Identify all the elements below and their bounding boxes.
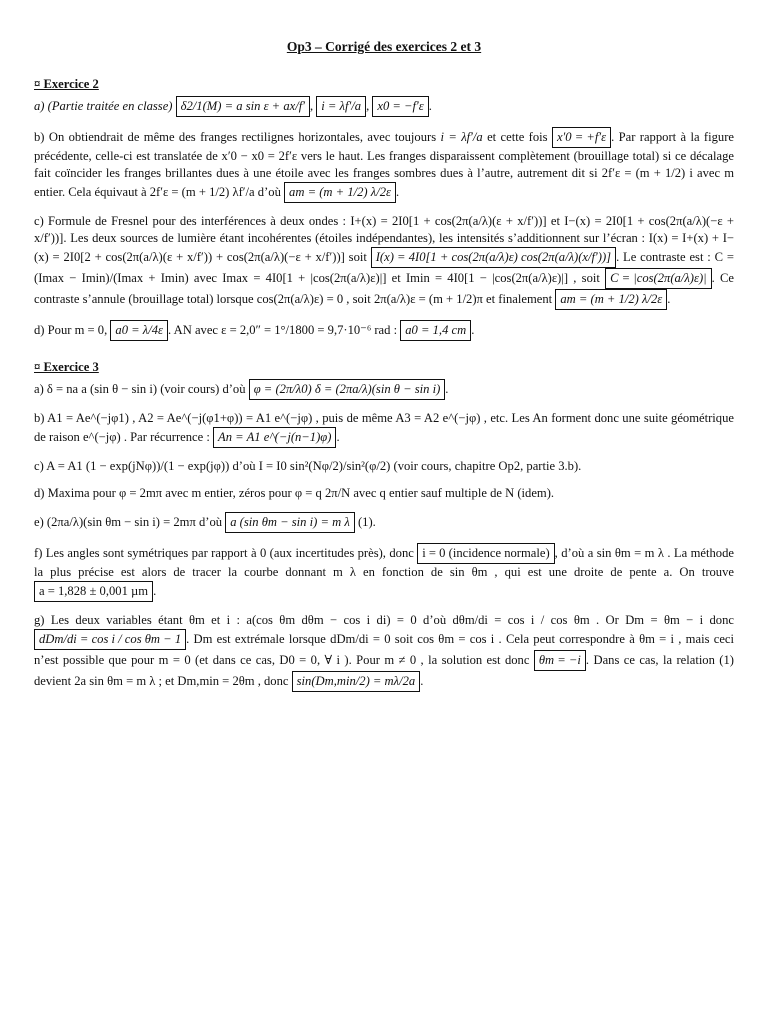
ex3-g-text-1: g) Les deux variables étant θm et i : a(cos θm dθm − cos i di) = 0 d’où dθm/di = cos i / cos θm . Or Dm = θm − i donc [34, 613, 734, 628]
ex3-e-boxed-equation-grating: a (sin θm − sin i) = m λ [225, 512, 355, 533]
ex3-a-boxed-equation-phi: φ = (2π/λ0) δ = (2πa/λ)(sin θ − sin i) [249, 379, 446, 400]
ex2-d-boxed-equation-a0: a0 = λ/4ε [110, 320, 168, 341]
exercise-3-heading: ¤ Exercice 3 [34, 360, 99, 375]
ex2-b-text-2: et cette fois [487, 130, 548, 145]
ex2-part-b: b) On obtiendrait de même des franges rectilignes horizontales, avec toujours i = λf′/a et cette fois x′0 = +f′ε . Par rapport à la figure précédente, celle-ci est translatée de x′0 − x0 = 2f′ε vers le haut. Les franges disparaissent complètement (brouillage total) si ce décalage fait coïncider les franges brillantes dues à une étoile avec les franges sombres dues à l’autre, autrement dit si 2f′ε = (m + 1/2) i avec m entier. Cela équivaut à 2f′ε = (m + 1/2) λf′/a d’où am = (m + 1/2) λ/2ε . [34, 127, 734, 203]
ex3-part-f: f) Les angles sont symétriques par rapport à 0 (aux incertitudes près), donc i = 0 (incidence normale) , d’où a sin θm = m λ . La méthode la plus précise est alors de tracer la courbe donnant m λ en fonction de sin θm , qui est une droite de pente a. On trouve a = 1,828 ± 0,001 µm . [34, 543, 734, 602]
ex3-g-boxed-equation-final: sin(Dm,min/2) = mλ/2a [292, 671, 421, 692]
exercise-3-section [34, 359, 734, 692]
ex3-e-text-2: (1). [357, 515, 376, 530]
ex2-a-boxed-equation-interfringe: i = λf′/a [316, 96, 366, 117]
ex3-f-text-1: f) Les angles sont symétriques par rapport à 0 (aux incertitudes près), donc [34, 546, 414, 561]
ex2-d-text-2: . AN avec ε = 2,0″ = 1°/1800 = 9,7·10⁻⁶ rad : [168, 323, 398, 338]
ex2-c-boxed-equation-intensity: I(x) = 4I0[1 + cos(2π(a/λ)ε) cos(2π(a/λ)(x/f′))] [371, 247, 616, 268]
ex2-part-c: c) Formule de Fresnel pour des interférences à deux ondes : I+(x) = 2I0[1 + cos(2π(a/λ)(ε + x/f′))] et I−(x) = 2I0[1 + cos(2π(a/λ)(−ε + x/f′))]. Les deux sources de lumière étant incohérentes (étoiles indépendantes), les intensités s’additionnent sur l’écran : I(x) = I+(x) + I−(x) = 2I0[2 + cos(2π(a/λ)(ε + x/f′)) + cos(2π(a/λ)(−ε + x/f′))] soit I(x) = 4I0[1 + cos(2π(a/λ)ε) cos(2π(a/λ)(x/f′))] . Le contraste est : C = (Imax − Imin)/(Imax + Imin) avec Imax = 4I0[1 + |cos(2π(a/λ)ε)|] et Imin = 4I0[1 − |cos(2π(a/λ)ε)|] , soit C = |cos(2π(a/λ)ε)| . Ce contraste s’annule (brouillage total) lorsque cos(2π(a/λ)ε) = 0 , soit 2π(a/λ)ε = (m + 1/2)π et finalement am = (m + 1/2) λ/2ε . [34, 213, 734, 310]
ex2-d-text-1: d) Pour m = 0, [34, 323, 108, 338]
ex2-c-text-2: . Le contraste est : C = (Imax − Imin)/(Imax + Imin) avec Imax = 4I0[1 + |cos(2π(a/λ)ε)|] et Imin = 4I0[1 − |cos(2π(a/λ)ε)|] , soit [34, 250, 734, 286]
document-title: Op3 – Corrigé des exercices 2 et 3 [286, 39, 482, 54]
ex2-a-boxed-equation-x0: x0 = −f′ε [372, 96, 428, 117]
exercise-2-heading: ¤ Exercice 2 [34, 77, 99, 92]
ex2-c-text-1: c) Formule de Fresnel pour des interférences à deux ondes : I+(x) = 2I0[1 + cos(2π(a/λ)(ε + x/f′))] et I−(x) = 2I0[1 + cos(2π(a/λ)(−ε + x/f′))]. Les deux sources de lumière étant incohérentes (étoiles indépendantes), les intensités s’additionnent sur l’écran : I(x) = I+(x) + I−(x) = 2I0[2 + cos(2π(a/λ)(ε + x/f′)) + cos(2π(a/λ)(−ε + x/f′))] soit [34, 214, 734, 265]
ex3-b-boxed-equation-An: An = A1 e^(−j(n−1)φ) [213, 427, 336, 448]
ex2-c-text-3: . Ce contraste s’annule (brouillage total) lorsque cos(2π(a/λ)ε) = 0 , soit 2π(a/λ)ε = (m + 1/2)π et finalement [34, 271, 734, 307]
ex2-b-equation-i: i = λf′/a [440, 130, 483, 145]
ex3-a-text: a) δ = na a (sin θ − sin i) (voir cours) d’où [34, 382, 246, 397]
ex2-part-d: d) Pour m = 0, a0 = λ/4ε . AN avec ε = 2,0″ = 1°/1800 = 9,7·10⁻⁶ rad : a0 = 1,4 cm . [34, 320, 734, 341]
ex3-part-c [34, 458, 734, 475]
ex3-part-e [34, 512, 734, 533]
ex2-b-text-1: b) On obtiendrait de même des franges rectilignes horizontales, avec toujours [34, 130, 437, 145]
ex2-b-text-3: . Par rapport à la figure précédente, celle-ci est translatée de x′0 − x0 = 2f′ε vers le haut. Les franges disparaissent complètement (brouillage total) si ce décalage fait coïncider les franges brillantes dues à une étoile avec les franges sombres dues à l’autre, autrement dit si 2f′ε = (m + 1/2) i avec m entier. Cela équivaut à 2f′ε = (m + 1/2) λf′/a d’où [34, 130, 734, 200]
ex3-f-boxed-result-a: a = 1,828 ± 0,001 µm [34, 581, 153, 602]
ex3-g-text-3: . Dans ce cas, la relation (1) devient 2a sin θm = m λ ; et Dm,min = 2θm , donc [34, 653, 734, 689]
ex3-d-text: d) Maxima pour φ = 2mπ avec m entier, zéros pour φ = q 2π/N avec q entier sauf multiple de N (idem). [34, 486, 555, 501]
ex3-f-text-2: , d’où a sin θm = m λ . La méthode la plus précise est alors de tracer la courbe donnant m λ en fonction de sin θm , qui est une droite de pente a. On trouve [34, 546, 734, 580]
ex2-part-a: a) (Partie traitée en classe) δ2/1(M) = a sin ε + ax/f′ , i = λf′/a , x0 = −f′ε . [34, 96, 734, 117]
ex2-b-boxed-equation-am: am = (m + 1/2) λ/2ε [284, 182, 396, 203]
ex2-b-boxed-equation-x0prime: x′0 = +f′ε [552, 127, 611, 148]
ex3-part-a: a) δ = na a (sin θ − sin i) (voir cours) d’où φ = (2π/λ0) δ = (2πa/λ)(sin θ − sin i) . [34, 379, 734, 400]
ex3-e-text-1: e) (2πa/λ)(sin θm − sin i) = 2mπ d’où [34, 515, 223, 530]
ex3-part-b: b) A1 = Ae^(−jφ1) , A2 = Ae^(−j(φ1+φ)) = A1 e^(−jφ) , puis de même A3 = A2 e^(−jφ) , etc. Les An forment donc une suite géométrique de raison e^(−jφ) . Par récurrence : An = A1 e^(−j(n−1)φ) . [34, 410, 734, 448]
exercise-2-section [34, 76, 734, 341]
ex3-f-boxed-normal-incidence: i = 0 (incidence normale) [417, 543, 554, 564]
ex3-b-text: b) A1 = Ae^(−jφ1) , A2 = Ae^(−j(φ1+φ)) = A1 e^(−jφ) , puis de même A3 = A2 e^(−jφ) , etc. Les An forment donc une suite géométrique de raison e^(−jφ) . Par récurrence : [34, 411, 734, 445]
ex3-g-text-2: . Dm est extrémale lorsque dDm/di = 0 soit cos θm = cos i . Cela peut correspondre à θm = i , mais ceci n’est possible que pour m = 0 (et dans ce cas, D0 = 0, ∀ i ). Pour m ≠ 0 , la solution est donc [34, 632, 734, 668]
ex2-c-boxed-equation-contrast: C = |cos(2π(a/λ)ε)| [605, 268, 712, 289]
ex2-c-boxed-equation-am: am = (m + 1/2) λ/2ε [555, 289, 667, 310]
ex3-c-text: c) A = A1 (1 − exp(jNφ))/(1 − exp(jφ)) d’où I = I0 sin²(Nφ/2)/sin²(φ/2) (voir cours, chapitre Op2, partie 3.b). [34, 459, 582, 474]
ex3-g-boxed-equation-theta: θm = −i [534, 650, 586, 671]
ex2-a-text: a) (Partie traitée en classe) [34, 99, 173, 114]
ex3-g-boxed-equation-derivative: dDm/di = cos i / cos θm − 1 [34, 629, 186, 650]
ex3-part-g: g) Les deux variables étant θm et i : a(cos θm dθm − cos i di) = 0 d’où dθm/di = cos i / cos θm . Or Dm = θm − i donc dDm/di = cos i / cos θm − 1 . Dm est extrémale lorsque dDm/di = 0 soit cos θm = cos i . Cela peut correspondre à θm = i , mais ceci n’est possible que pour m = 0 (et dans ce cas, D0 = 0, ∀ i ). Pour m ≠ 0 , la solution est donc θm = −i . Dans ce cas, la relation (1) devient 2a sin θm = m λ ; et Dm,min = 2θm , donc sin(Dm,min/2) = mλ/2a . [34, 612, 734, 692]
ex2-d-boxed-result-a0: a0 = 1,4 cm [400, 320, 471, 341]
ex2-a-boxed-equation-delta: δ2/1(M) = a sin ε + ax/f′ [176, 96, 310, 117]
ex3-part-d [34, 485, 734, 502]
